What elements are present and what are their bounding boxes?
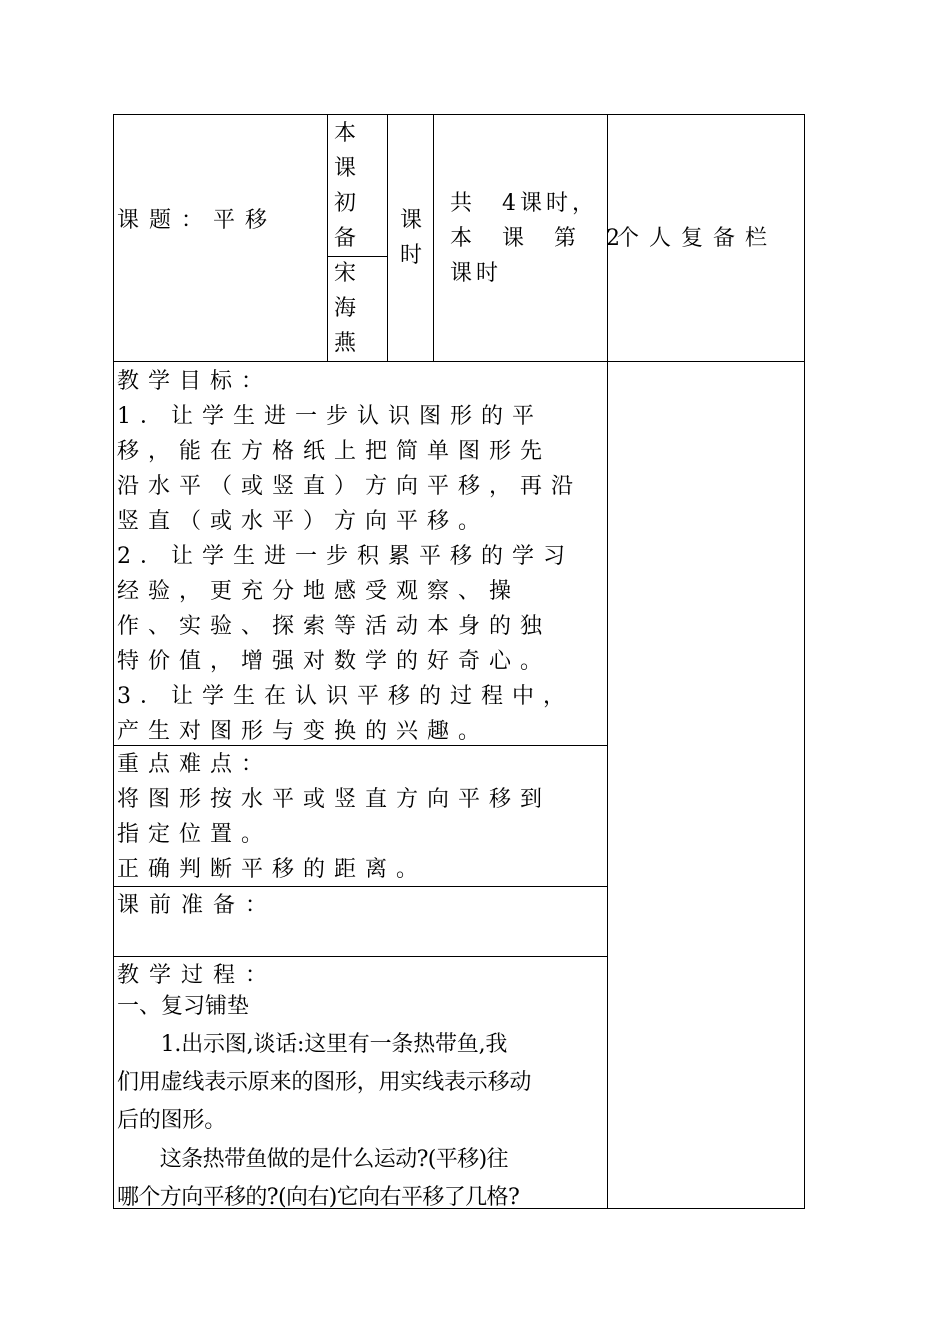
objective-line: 2．让学生进一步积累平移的学习 <box>117 544 574 569</box>
key-point-line: 指定位置。 <box>117 822 273 847</box>
header-row-bottom-border <box>113 361 805 362</box>
key-point-line: 正确判断平移的距离。 <box>117 857 428 882</box>
key-points-heading: 重点难点： <box>117 752 273 777</box>
process-heading: 教学过程： <box>117 963 278 988</box>
objectives-section <box>117 364 582 749</box>
paragraph-line: 1.出示图,谈话:这里有一条热带鱼,我 <box>117 1032 508 1057</box>
process-section-1-title: 一、复习铺垫 <box>117 994 250 1019</box>
objective-line: 1．让学生进一步认识图形的平 <box>117 404 543 429</box>
key-points-section <box>117 747 551 887</box>
preparation-heading: 课前准备： <box>117 893 278 918</box>
header-divider-1 <box>327 114 328 362</box>
lesson-topic: 课题：平移 <box>117 208 278 233</box>
objective-line: 作、实验、探索等活动本身的独 <box>117 614 552 639</box>
objective-line: 3．让学生在认识平移的过程中， <box>117 684 574 709</box>
objectives-heading: 教学目标： <box>117 369 273 394</box>
process-paragraph-1 <box>117 1026 531 1140</box>
preparer-label: 本 课 初 备 <box>333 121 356 251</box>
period-line-1: 共 4课时， <box>450 191 598 216</box>
header-divider-3 <box>433 114 434 362</box>
paragraph-line: 哪个方向平移的?(向右)它向右平移了几格? <box>117 1185 520 1210</box>
table-right-border <box>804 114 805 1209</box>
header-divider-2 <box>387 114 388 362</box>
personal-review-column-heading: 个人复备栏 <box>617 226 778 251</box>
paragraph-line: 这条热带鱼做的是什么运动?(平移)往 <box>117 1147 508 1172</box>
period-label: 课 时 <box>399 208 422 268</box>
objective-line: 竖直（或水平）方向平移。 <box>117 509 490 534</box>
objective-line: 经验，更充分地感受观察、操 <box>117 579 521 604</box>
main-column-divider <box>607 114 608 1209</box>
preparer-name: 宋 海 燕 <box>333 261 356 356</box>
paragraph-line: 们用虚线表示原来的图形，用实线表示移动 <box>117 1070 532 1095</box>
period-line-2: 本 课 第 2 <box>450 226 624 251</box>
objective-line: 沿水平（或竖直）方向平移，再沿 <box>117 474 583 499</box>
objective-line: 特价值，增强对数学的好奇心。 <box>117 649 552 674</box>
preparation-bottom-border <box>113 956 608 957</box>
objective-line: 产生对图形与变换的兴趣。 <box>117 719 490 744</box>
table-left-border <box>113 114 114 1209</box>
table-top-border <box>113 114 805 115</box>
objective-line: 移，能在方格纸上把简单图形先 <box>117 439 552 464</box>
period-line-3: 课时 <box>450 261 503 286</box>
paragraph-line: 后的图形。 <box>117 1108 227 1133</box>
process-paragraph-2 <box>117 1141 519 1217</box>
key-point-line: 将图形按水平或竖直方向平移到 <box>117 787 552 812</box>
